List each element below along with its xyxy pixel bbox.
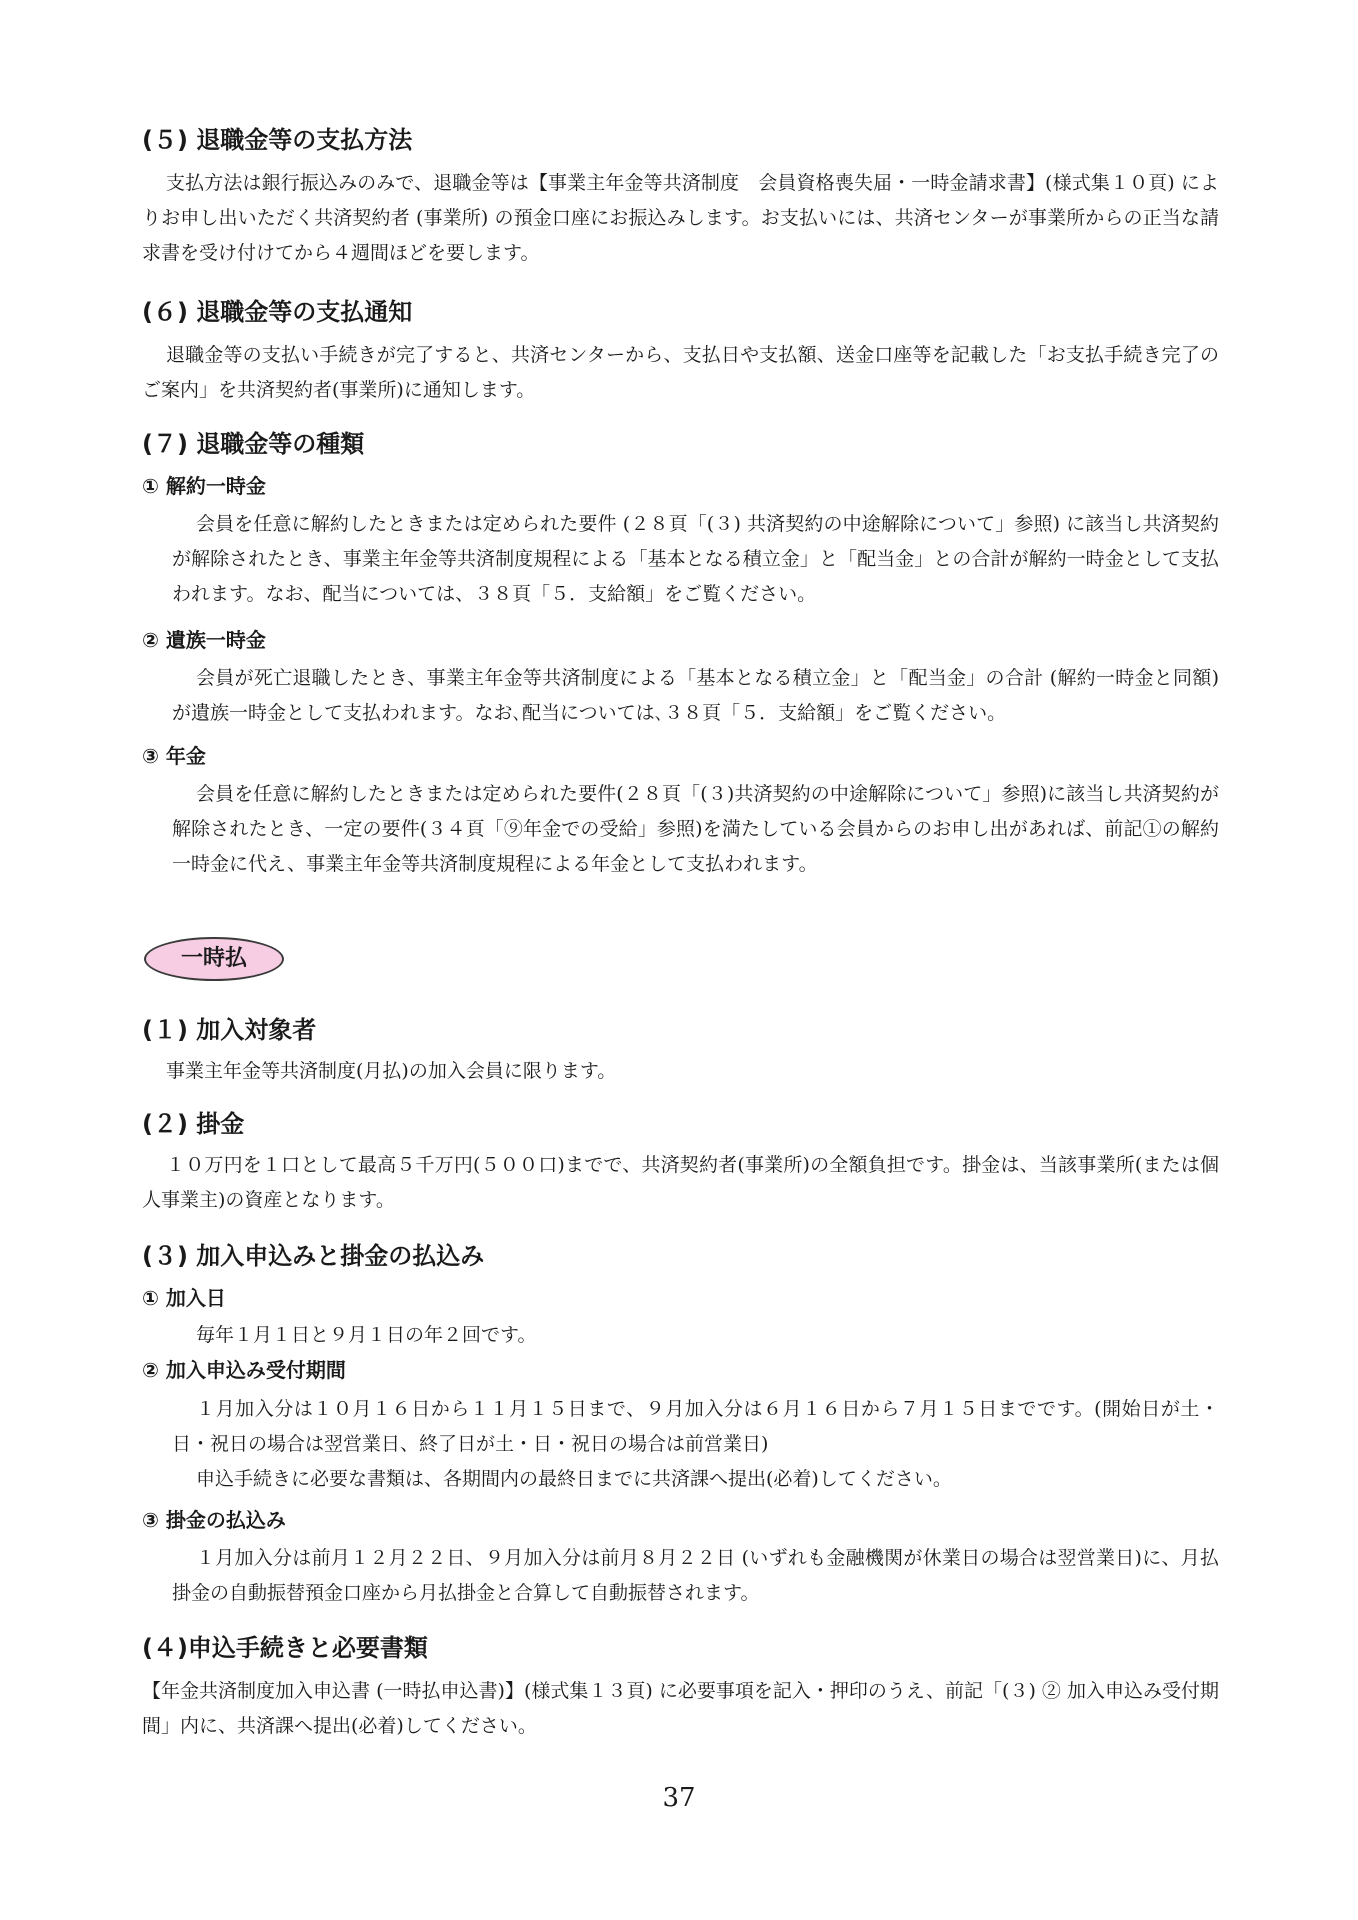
subheading-application-period: ② 加入申込み受付期間: [142, 1358, 346, 1382]
subheading-premium-payment: ③ 掛金の払込み: [142, 1508, 286, 1532]
paragraph-bereaved-lump-sum: 会員が死亡退職したとき、事業主年金等共済制度による「基本となる積立金」と「配当金」の合計 (解約一時金と同額) が遺族一時金として支払われます。なお､配当については､３８頁「５．支給額」をご覧ください。: [172, 667, 1219, 724]
paragraph-application-period: １月加入分は１０月１６日から１１月１５日まで、９月加入分は６月１６日から７月１５日までです。(開始日が土・日・祝日の場合は翌営業日、終了日が土・日・祝日の場合は前営業日): [172, 1398, 1219, 1455]
subheading-pension: ③ 年金: [142, 744, 206, 768]
paragraph-cancellation-lump-sum: 会員を任意に解約したときまたは定められた要件 (２８頁「(３) 共済契約の中途解除について」参照) に該当し共済契約が解除されたとき、事業主年金等共済制度規程による「基本となる積立金」と「配当金」との合計が解約一時金として支払われます。なお、配当については、３８頁「５．支給額」をご覧ください。: [172, 513, 1219, 605]
paragraph-enrollment-date: 毎年１月１日と９月１日の年２回です。: [196, 1324, 537, 1346]
subheading-bereaved-lump-sum: ② 遺族一時金: [142, 628, 266, 652]
heading-premium: (２) 掛金: [142, 1110, 245, 1138]
heading-enrollment-and-payment: (３) 加入申込みと掛金の払込み: [142, 1242, 485, 1270]
page-number: 37: [662, 1783, 696, 1813]
heading-application-documents: (４)申込手続きと必要書類: [142, 1634, 428, 1662]
paragraph-premium: １０万円を１口として最高５千万円(５００口)までで、共済契約者(事業所)の全額負担です。掛金は、当該事業所(または個人事業主)の資産となります。: [142, 1154, 1219, 1211]
paragraph-application-documents-required: 【年金共済制度加入申込書 (一時払申込書)】(様式集１３頁) に必要事項を記入・押印のうえ、前記「(３) ② 加入申込み受付期間」内に、共済課へ提出(必着)してください。: [142, 1680, 1219, 1737]
heading-eligible-members: (１) 加入対象者: [142, 1016, 317, 1044]
subheading-cancellation-lump-sum: ① 解約一時金: [142, 474, 266, 498]
heading-benefit-types: (７) 退職金等の種類: [142, 430, 365, 458]
paragraph-payment-method: 支払方法は銀行振込みのみで、退職金等は【事業主年金等共済制度 会員資格喪失届・一時金請求書】(様式集１０頁) によりお申し出いただく共済契約者 (事業所) の預金口座にお振込みします。お支払いには、共済センターが事業所からの正当な請求書を受け付けてから４週間ほどを要します。: [142, 172, 1219, 264]
subheading-enrollment-date: ① 加入日: [142, 1286, 226, 1310]
paragraph-application-documents: 申込手続きに必要な書類は、各期間内の最終日までに共済課へ提出(必着)してください。: [196, 1468, 952, 1490]
paragraph-pension: 会員を任意に解約したときまたは定められた要件(２８頁「(３)共済契約の中途解除について」参照)に該当し共済契約が解除されたとき、一定の要件(３４頁「⑨年金での受給」参照)を満たしている会員からのお申し出があれば、前記①の解約一時金に代え、事業主年金等共済制度規程による年金として支払われます。: [172, 783, 1219, 875]
section-badge-lump-sum-payment: 一時払: [144, 937, 284, 981]
paragraph-eligible-members: 事業主年金等共済制度(月払)の加入会員に限ります。: [166, 1060, 617, 1082]
paragraph-premium-payment: １月加入分は前月１２月２２日、９月加入分は前月８月２２日 (いずれも金融機関が休業日の場合は翌営業日)に、月払掛金の自動振替預金口座から月払掛金と合算して自動振替されます。: [172, 1547, 1219, 1604]
heading-payment-notice: (６) 退職金等の支払通知: [142, 298, 413, 326]
paragraph-payment-notice: 退職金等の支払い手続きが完了すると、共済センターから、支払日や支払額、送金口座等を記載した「お支払手続き完了のご案内」を共済契約者(事業所)に通知します。: [142, 344, 1219, 401]
heading-payment-method: (５) 退職金等の支払方法: [142, 126, 413, 154]
